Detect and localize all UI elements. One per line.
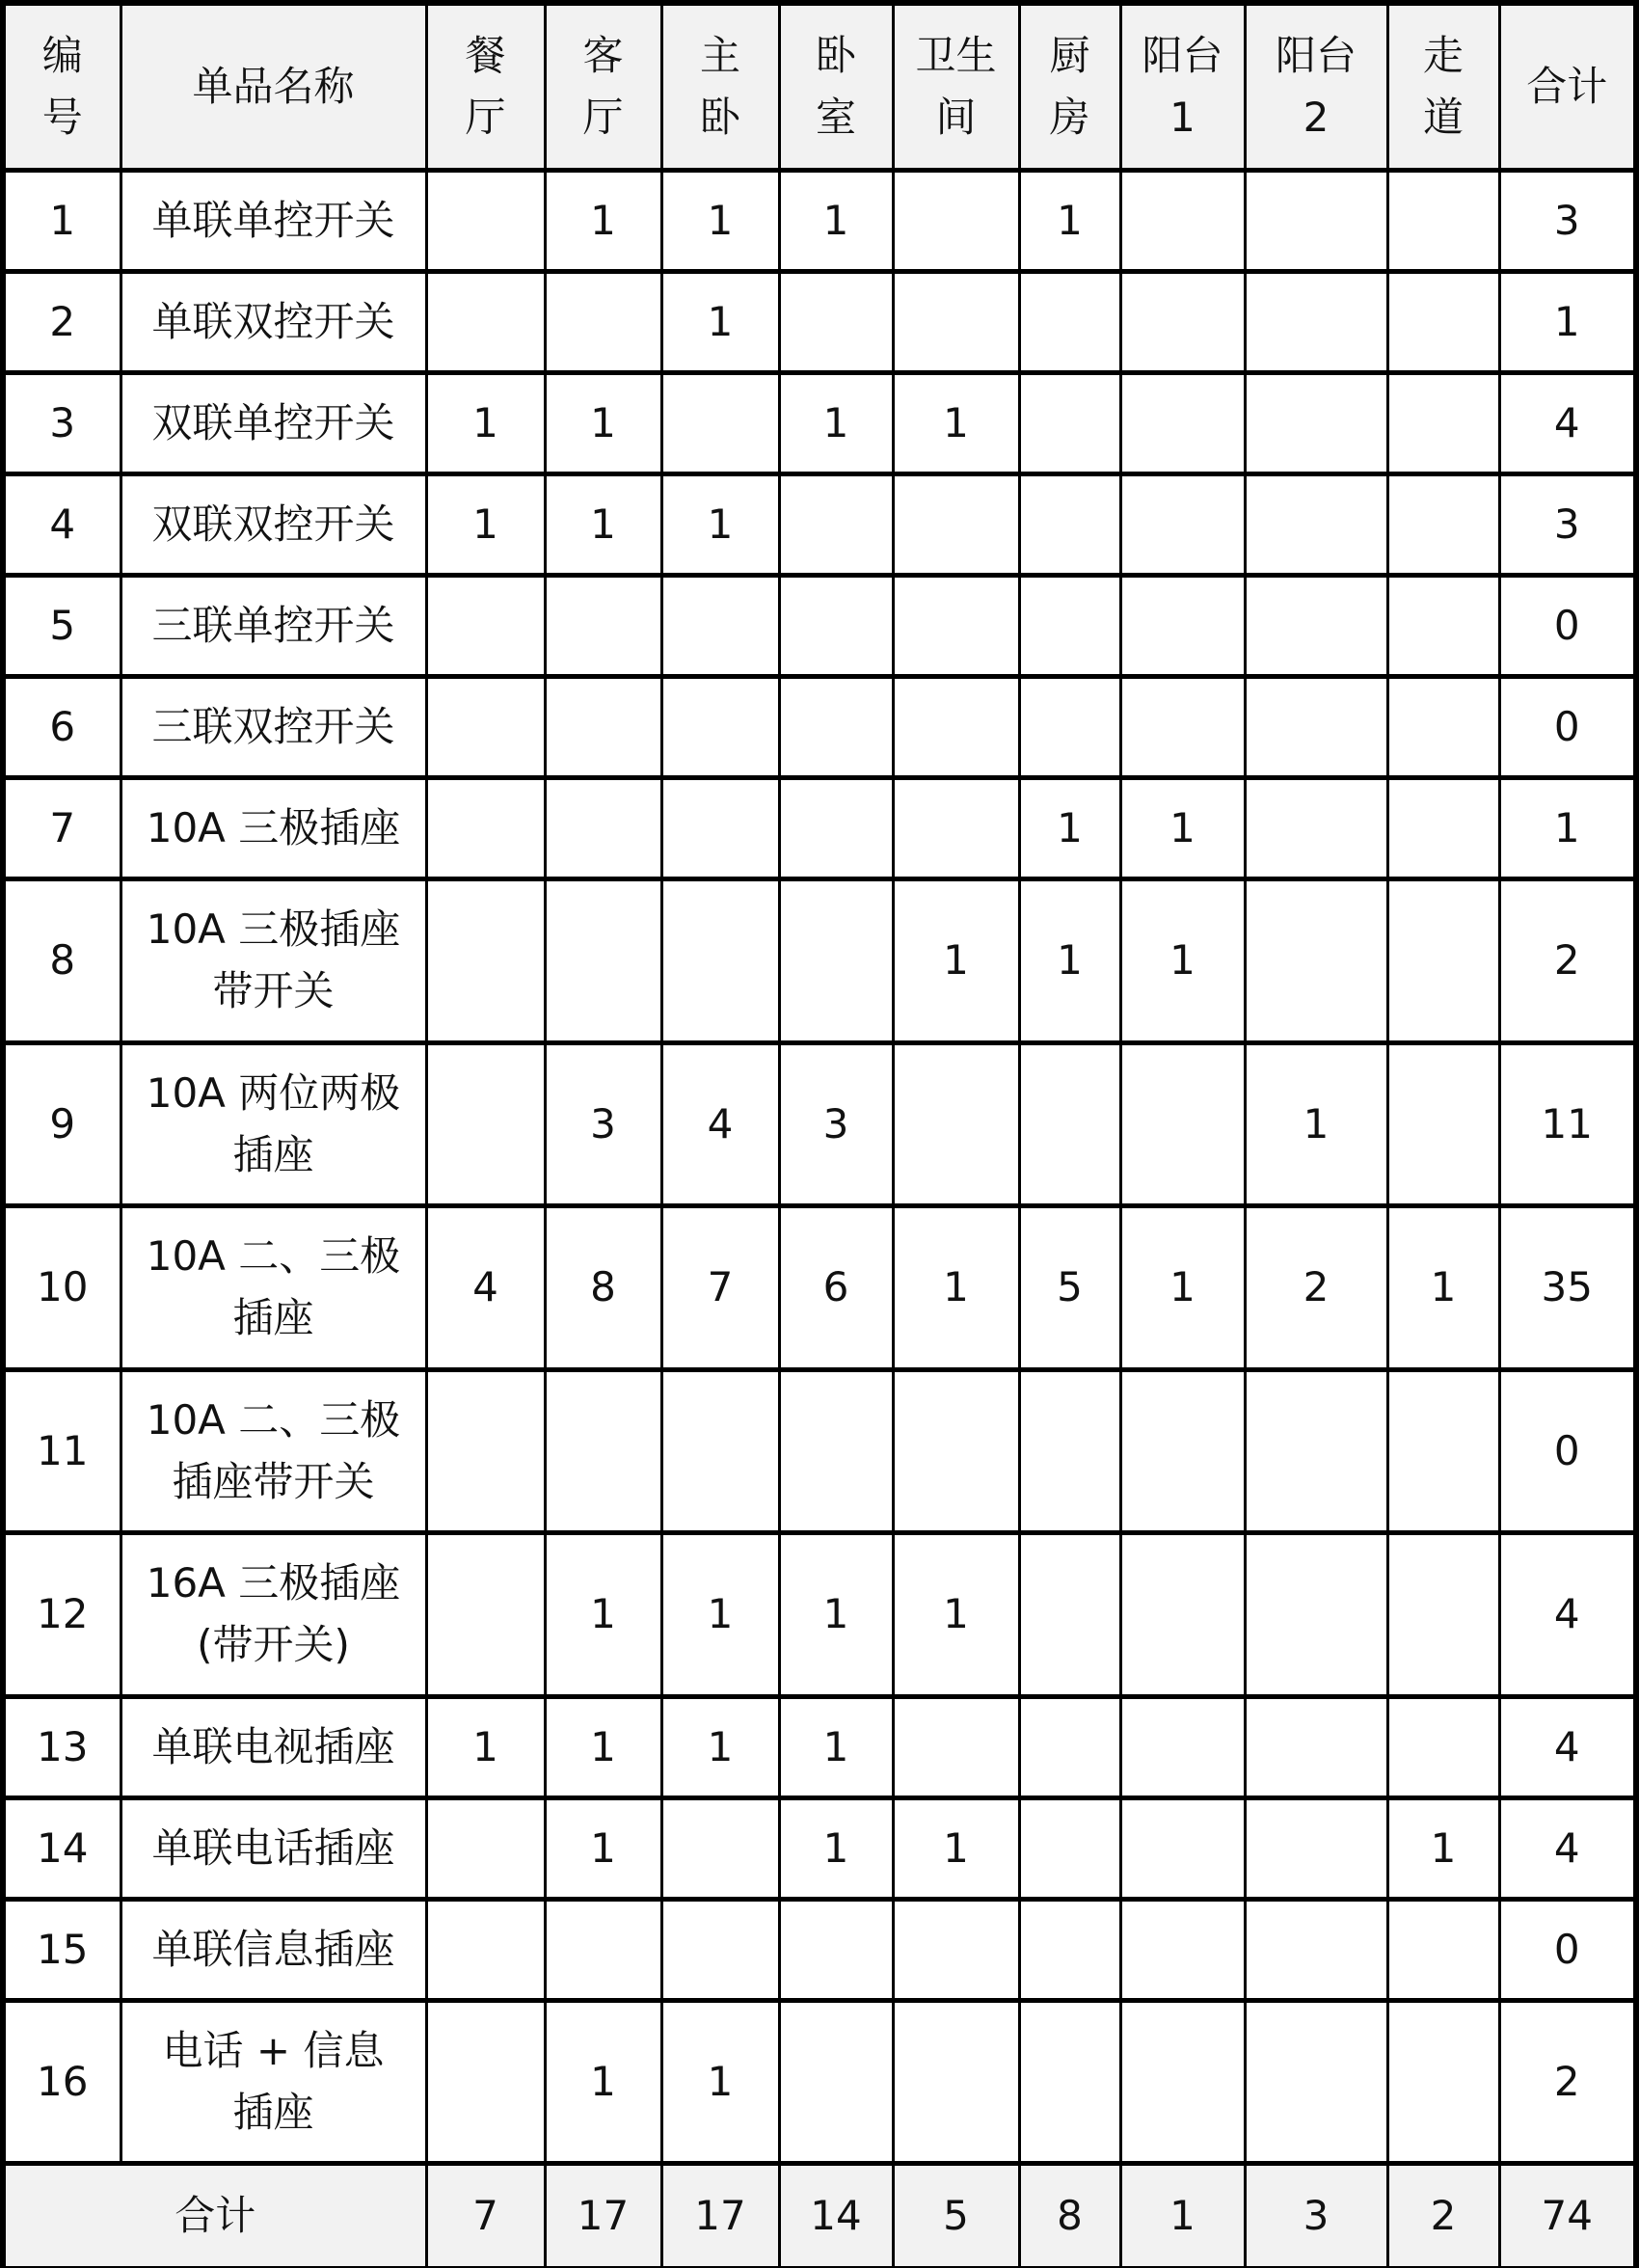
- qty-balcony2: [1245, 372, 1387, 473]
- qty-hall: [1387, 575, 1499, 676]
- qty-kitchen: 1: [1019, 777, 1120, 878]
- qty-balcony1: [1120, 170, 1245, 271]
- row-number: 1: [6, 170, 121, 271]
- column-header-master: [661, 6, 779, 170]
- table-row: [6, 271, 1633, 372]
- qty-balcony1: [1120, 372, 1245, 473]
- qty-kitchen: [1019, 473, 1120, 575]
- row-total: 0: [1499, 1369, 1633, 1532]
- qty-balcony2: [1245, 1797, 1387, 1899]
- item-name-line: 10A 三极插座: [146, 803, 401, 851]
- qty-hall: [1387, 372, 1499, 473]
- row-number: 11: [6, 1369, 121, 1532]
- row-number: 6: [6, 676, 121, 777]
- item-name-line: 单联电视插座: [151, 1722, 395, 1770]
- qty-bath: [893, 271, 1019, 372]
- item-name-line: 带开关: [212, 967, 335, 1014]
- qty-bedroom: [779, 271, 893, 372]
- qty-balcony2: 2: [1245, 1205, 1387, 1369]
- row-total: 1: [1499, 271, 1633, 372]
- qty-balcony1: 1: [1120, 777, 1245, 878]
- qty-dining: 4: [426, 1205, 545, 1369]
- item-name: [121, 878, 426, 1042]
- column-header-line: 间: [935, 93, 977, 141]
- qty-bedroom: 1: [779, 170, 893, 271]
- row-total: 0: [1499, 676, 1633, 777]
- column-header-line: 卧: [815, 31, 856, 79]
- qty-balcony2: [1245, 271, 1387, 372]
- qty-bath: 1: [893, 1532, 1019, 1696]
- row-total: 2: [1499, 2000, 1633, 2163]
- item-name-line: 三联双控开关: [151, 702, 395, 750]
- qty-master: [661, 1899, 779, 2000]
- qty-dining: [426, 878, 545, 1042]
- column-header-bedroom: [779, 6, 893, 170]
- qty-dining: [426, 1899, 545, 2000]
- qty-bath: [893, 676, 1019, 777]
- qty-balcony2: [1245, 2000, 1387, 2163]
- total-balcony1: 1: [1120, 2163, 1245, 2266]
- column-header-line: 阳台: [1142, 31, 1223, 79]
- qty-kitchen: [1019, 1532, 1120, 1696]
- qty-living: 1: [545, 1532, 661, 1696]
- item-name-line: 插座带开关: [172, 1457, 375, 1505]
- column-header-line: 单品名称: [192, 62, 355, 110]
- table-row: [6, 1696, 1633, 1797]
- column-header-line: 厨: [1049, 31, 1090, 79]
- qty-balcony2: [1245, 777, 1387, 878]
- qty-master: 7: [661, 1205, 779, 1369]
- qty-bath: [893, 777, 1019, 878]
- item-name: [121, 473, 426, 575]
- item-name: [121, 170, 426, 271]
- item-name-line: 10A 二、三极: [146, 1395, 401, 1444]
- column-header-hall: [1387, 6, 1499, 170]
- total-master: 17: [661, 2163, 779, 2266]
- row-number: 5: [6, 575, 121, 676]
- row-number: 9: [6, 1042, 121, 1205]
- qty-living: [545, 777, 661, 878]
- qty-balcony2: [1245, 473, 1387, 575]
- table-row: [6, 676, 1633, 777]
- row-total: 0: [1499, 575, 1633, 676]
- qty-balcony1: [1120, 1369, 1245, 1532]
- qty-living: [545, 878, 661, 1042]
- total-dining: 7: [426, 2163, 545, 2266]
- table-row: [6, 170, 1633, 271]
- qty-dining: 1: [426, 372, 545, 473]
- qty-bedroom: 1: [779, 1696, 893, 1797]
- qty-balcony1: [1120, 1797, 1245, 1899]
- item-name: [121, 575, 426, 676]
- qty-balcony1: [1120, 1532, 1245, 1696]
- qty-hall: [1387, 777, 1499, 878]
- total-kitchen: 8: [1019, 2163, 1120, 2266]
- qty-hall: [1387, 2000, 1499, 2163]
- row-total: 1: [1499, 777, 1633, 878]
- column-header-line: 餐: [465, 31, 506, 79]
- column-header-line: 卧: [699, 93, 740, 141]
- column-header-line: 走: [1422, 31, 1464, 79]
- qty-bath: [893, 2000, 1019, 2163]
- qty-bath: [893, 1369, 1019, 1532]
- qty-kitchen: [1019, 1042, 1120, 1205]
- qty-bedroom: [779, 2000, 893, 2163]
- qty-kitchen: [1019, 372, 1120, 473]
- qty-master: 1: [661, 1532, 779, 1696]
- qty-balcony2: [1245, 1899, 1387, 2000]
- header-row: [6, 6, 1633, 170]
- qty-balcony2: [1245, 575, 1387, 676]
- item-name: [121, 1369, 426, 1532]
- qty-bedroom: 1: [779, 1532, 893, 1696]
- row-number: 3: [6, 372, 121, 473]
- qty-dining: [426, 1797, 545, 1899]
- qty-dining: [426, 170, 545, 271]
- qty-dining: [426, 777, 545, 878]
- column-header-bath: [893, 6, 1019, 170]
- qty-master: 4: [661, 1042, 779, 1205]
- item-name-line: 插座: [232, 2088, 314, 2136]
- table-row: [6, 575, 1633, 676]
- row-total: 4: [1499, 1532, 1633, 1696]
- qty-living: 3: [545, 1042, 661, 1205]
- qty-master: 1: [661, 473, 779, 575]
- qty-bedroom: 1: [779, 1797, 893, 1899]
- qty-balcony1: [1120, 1899, 1245, 2000]
- qty-bedroom: [779, 878, 893, 1042]
- table-row: [6, 2000, 1633, 2163]
- item-name-line: 双联单控开关: [151, 398, 395, 446]
- item-name: [121, 2000, 426, 2163]
- item-name: [121, 676, 426, 777]
- qty-master: [661, 878, 779, 1042]
- item-name: [121, 777, 426, 878]
- item-name: [121, 1696, 426, 1797]
- total-row-label: 合计: [6, 2163, 426, 2266]
- table-row: [6, 1042, 1633, 1205]
- qty-hall: [1387, 878, 1499, 1042]
- qty-living: 1: [545, 372, 661, 473]
- item-name-line: 单联双控开关: [151, 297, 395, 345]
- qty-balcony2: [1245, 676, 1387, 777]
- item-name-line: 插座: [232, 1294, 314, 1341]
- grand-total: 74: [1499, 2163, 1633, 2266]
- qty-hall: [1387, 271, 1499, 372]
- row-total: 4: [1499, 372, 1633, 473]
- item-name-line: 10A 两位两极: [146, 1068, 401, 1117]
- qty-hall: [1387, 1369, 1499, 1532]
- qty-balcony1: [1120, 1696, 1245, 1797]
- qty-bedroom: [779, 473, 893, 575]
- qty-balcony1: [1120, 2000, 1245, 2163]
- item-name-line: (带开关): [197, 1621, 350, 1668]
- qty-dining: 1: [426, 473, 545, 575]
- row-total: 35: [1499, 1205, 1633, 1369]
- total-balcony2: 3: [1245, 2163, 1387, 2266]
- qty-balcony1: [1120, 676, 1245, 777]
- row-number: 12: [6, 1532, 121, 1696]
- row-total: 4: [1499, 1797, 1633, 1899]
- table-row: [6, 372, 1633, 473]
- qty-living: 1: [545, 1797, 661, 1899]
- qty-bath: 1: [893, 1797, 1019, 1899]
- qty-balcony1: 1: [1120, 878, 1245, 1042]
- qty-hall: [1387, 1532, 1499, 1696]
- column-header-balcony2: [1245, 6, 1387, 170]
- row-total: 3: [1499, 473, 1633, 575]
- table-row: [6, 1532, 1633, 1696]
- qty-master: [661, 372, 779, 473]
- qty-bath: 1: [893, 372, 1019, 473]
- total-bath: 5: [893, 2163, 1019, 2266]
- column-header-line: 阳台: [1275, 31, 1357, 79]
- qty-kitchen: [1019, 271, 1120, 372]
- column-header-line: 编: [41, 31, 83, 79]
- qty-balcony1: [1120, 575, 1245, 676]
- qty-living: [545, 1369, 661, 1532]
- qty-dining: [426, 1369, 545, 1532]
- qty-master: [661, 777, 779, 878]
- column-header-line: 1: [1169, 93, 1196, 141]
- qty-kitchen: 1: [1019, 878, 1120, 1042]
- qty-balcony2: [1245, 170, 1387, 271]
- column-header-living: [545, 6, 661, 170]
- qty-bedroom: [779, 676, 893, 777]
- qty-living: [545, 271, 661, 372]
- item-name: [121, 372, 426, 473]
- qty-master: 1: [661, 1696, 779, 1797]
- item-name: [121, 1797, 426, 1899]
- qty-dining: [426, 676, 545, 777]
- qty-bedroom: 3: [779, 1042, 893, 1205]
- qty-kitchen: [1019, 2000, 1120, 2163]
- qty-balcony2: [1245, 1696, 1387, 1797]
- item-name: [121, 1899, 426, 2000]
- row-number: 4: [6, 473, 121, 575]
- total-living: 17: [545, 2163, 661, 2266]
- row-number: 2: [6, 271, 121, 372]
- item-name-line: 插座: [232, 1130, 314, 1178]
- item-name-line: 三联单控开关: [151, 601, 395, 649]
- qty-hall: [1387, 1042, 1499, 1205]
- qty-bath: 1: [893, 878, 1019, 1042]
- qty-kitchen: [1019, 1899, 1120, 2000]
- qty-living: 1: [545, 2000, 661, 2163]
- table-row: [6, 1369, 1633, 1532]
- qty-balcony1: [1120, 1042, 1245, 1205]
- row-number: 13: [6, 1696, 121, 1797]
- table-row: [6, 1205, 1633, 1369]
- qty-bath: [893, 1899, 1019, 2000]
- item-name: [121, 1532, 426, 1696]
- qty-living: 1: [545, 473, 661, 575]
- qty-hall: [1387, 473, 1499, 575]
- qty-living: [545, 575, 661, 676]
- row-number: 10: [6, 1205, 121, 1369]
- qty-master: [661, 676, 779, 777]
- qty-bedroom: [779, 1899, 893, 2000]
- qty-kitchen: [1019, 1696, 1120, 1797]
- item-name-line: 双联双控开关: [151, 500, 395, 548]
- socket-switch-table: [6, 6, 1633, 2266]
- row-total: 3: [1499, 170, 1633, 271]
- qty-kitchen: 1: [1019, 170, 1120, 271]
- qty-bath: 1: [893, 1205, 1019, 1369]
- item-name-line: 电话 + 信息: [162, 2026, 385, 2074]
- column-header-line: 主: [699, 31, 740, 79]
- row-number: 7: [6, 777, 121, 878]
- qty-balcony2: [1245, 878, 1387, 1042]
- qty-master: [661, 1797, 779, 1899]
- qty-bath: [893, 170, 1019, 271]
- qty-master: [661, 575, 779, 676]
- column-header-total: [1499, 6, 1633, 170]
- qty-kitchen: [1019, 1369, 1120, 1532]
- qty-hall: [1387, 170, 1499, 271]
- column-header-line: 室: [815, 93, 856, 141]
- item-name-line: 10A 二、三极: [146, 1232, 401, 1280]
- qty-bedroom: [779, 1369, 893, 1532]
- qty-living: [545, 1899, 661, 2000]
- qty-dining: [426, 2000, 545, 2163]
- qty-bath: [893, 1696, 1019, 1797]
- item-name-line: 单联信息插座: [151, 1925, 395, 1973]
- column-header-line: 2: [1303, 93, 1330, 141]
- column-header-line: 客: [582, 31, 624, 79]
- qty-bedroom: [779, 575, 893, 676]
- item-name: [121, 1205, 426, 1369]
- total-bedroom: 14: [779, 2163, 893, 2266]
- qty-master: 1: [661, 271, 779, 372]
- column-header-dining: [426, 6, 545, 170]
- column-header-line: 合计: [1526, 62, 1608, 110]
- qty-dining: 1: [426, 1696, 545, 1797]
- qty-hall: [1387, 676, 1499, 777]
- item-name: [121, 1042, 426, 1205]
- table-row: [6, 1797, 1633, 1899]
- total-hall: 2: [1387, 2163, 1499, 2266]
- qty-balcony2: [1245, 1532, 1387, 1696]
- row-total: 2: [1499, 878, 1633, 1042]
- qty-kitchen: 5: [1019, 1205, 1120, 1369]
- qty-hall: [1387, 1696, 1499, 1797]
- qty-bedroom: 1: [779, 372, 893, 473]
- row-total: 0: [1499, 1899, 1633, 2000]
- column-header-line: 房: [1049, 93, 1090, 141]
- qty-kitchen: [1019, 575, 1120, 676]
- qty-balcony1: [1120, 271, 1245, 372]
- qty-master: [661, 1369, 779, 1532]
- table-row: [6, 777, 1633, 878]
- qty-bath: [893, 575, 1019, 676]
- qty-kitchen: [1019, 1797, 1120, 1899]
- qty-master: 1: [661, 2000, 779, 2163]
- qty-bedroom: 6: [779, 1205, 893, 1369]
- column-header-no: [6, 6, 121, 170]
- qty-living: [545, 676, 661, 777]
- qty-kitchen: [1019, 676, 1120, 777]
- qty-balcony2: [1245, 1369, 1387, 1532]
- qty-dining: [426, 1532, 545, 1696]
- qty-dining: [426, 271, 545, 372]
- qty-master: 1: [661, 170, 779, 271]
- table-row: [6, 473, 1633, 575]
- qty-balcony2: 1: [1245, 1042, 1387, 1205]
- row-number: 15: [6, 1899, 121, 2000]
- qty-hall: [1387, 1899, 1499, 2000]
- qty-balcony1: [1120, 473, 1245, 575]
- column-header-line: 厅: [582, 93, 624, 141]
- qty-balcony1: 1: [1120, 1205, 1245, 1369]
- qty-living: 1: [545, 170, 661, 271]
- qty-dining: [426, 575, 545, 676]
- item-name: [121, 271, 426, 372]
- table-row: [6, 1899, 1633, 2000]
- item-name-line: 单联电话插座: [151, 1823, 395, 1872]
- total-row: [6, 2163, 1633, 2266]
- row-number: 14: [6, 1797, 121, 1899]
- qty-dining: [426, 1042, 545, 1205]
- table-row: [6, 878, 1633, 1042]
- column-header-name: [121, 6, 426, 170]
- column-header-line: 号: [41, 93, 83, 141]
- item-name-line: 10A 三极插座: [146, 905, 401, 953]
- column-header-line: 道: [1422, 93, 1464, 141]
- row-total: 4: [1499, 1696, 1633, 1797]
- column-header-line: 厅: [465, 93, 506, 141]
- row-number: 16: [6, 2000, 121, 2163]
- qty-hall: 1: [1387, 1205, 1499, 1369]
- item-name-line: 单联单控开关: [151, 196, 395, 244]
- column-header-balcony1: [1120, 6, 1245, 170]
- row-total: 11: [1499, 1042, 1633, 1205]
- column-header-kitchen: [1019, 6, 1120, 170]
- item-name-line: 16A 三极插座: [146, 1559, 401, 1606]
- row-number: 8: [6, 878, 121, 1042]
- qty-living: 8: [545, 1205, 661, 1369]
- qty-bedroom: [779, 777, 893, 878]
- qty-hall: 1: [1387, 1797, 1499, 1899]
- column-header-line: 卫生: [915, 31, 997, 79]
- qty-living: 1: [545, 1696, 661, 1797]
- qty-bath: [893, 1042, 1019, 1205]
- qty-bath: [893, 473, 1019, 575]
